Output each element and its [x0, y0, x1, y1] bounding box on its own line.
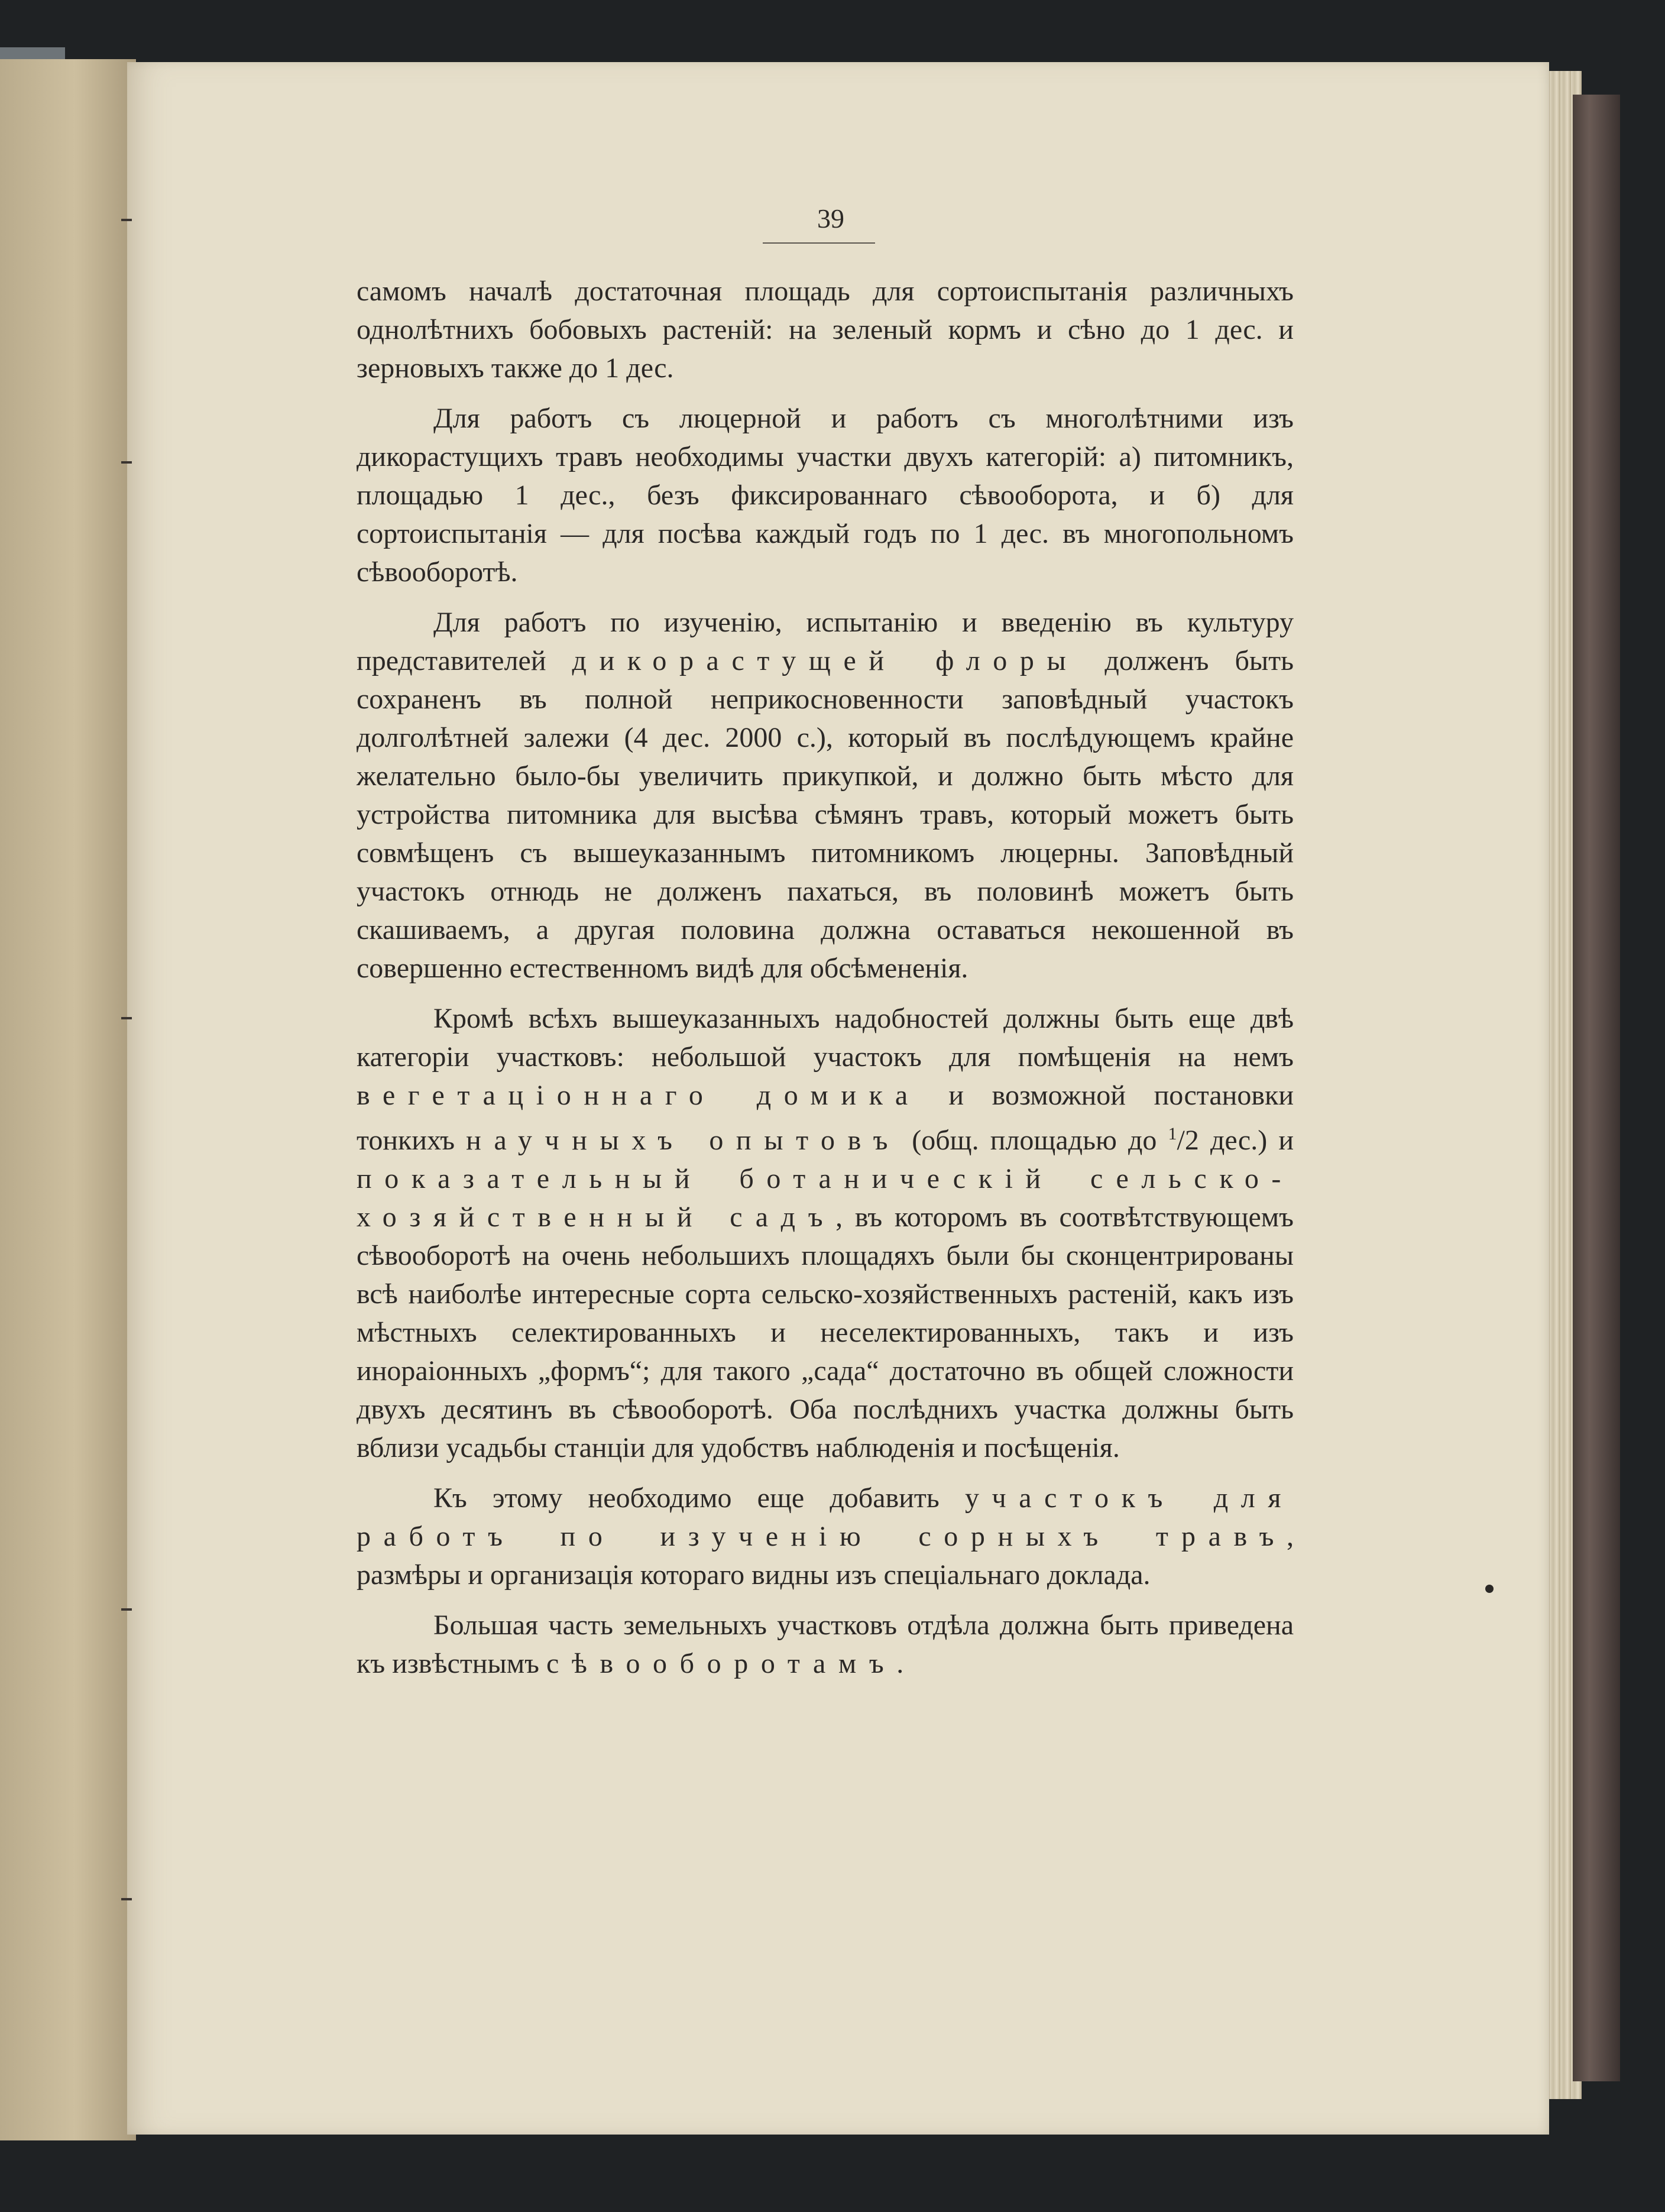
paragraph-text: долженъ быть сохраненъ въ полной неприкосновенности заповѣдный участокъ долголѣтней залежи (4 дес. 2000 с.), который въ послѣдующемъ крайне желательно было-бы увеличить прикупкой, и должно быть мѣсто для устройства питомника для высѣва сѣмянъ травъ, который можетъ быть совмѣщенъ съ вышеуказаннымъ питомникомъ люцерны. Заповѣдный участокъ отнюдь не долженъ пахаться, въ половинѣ можетъ быть скашиваемъ, а другая половина должна оставаться некошенной въ совершенно естественномъ видѣ для обсѣмененія. [357, 645, 1294, 984]
paragraph-text: . [896, 1648, 904, 1679]
paragraph-text: Большая часть земельныхъ участковъ отдѣла должна быть приведена къ извѣстнымъ [357, 1609, 1294, 1679]
fraction-numerator: 1 [1168, 1124, 1177, 1144]
paragraph-text: Для работъ съ люцерной и работъ съ многолѣтними изъ дикорастущихъ травъ необходимы участки двухъ категорій: а) питомникъ, площадью 1 дес., безъ фиксированнаго сѣвооборота, и б) для сортоиспытанія — для посѣва каждый годъ по 1 дес. въ многопольномъ сѣвооборотѣ. [357, 403, 1294, 588]
paragraph-text: самомъ началѣ достаточная площадь для сортоиспытанія различныхъ однолѣтнихъ бобовыхъ растеній: на зеленый кормъ и сѣно до 1 дес. и зерновыхъ также до 1 дес. [357, 276, 1294, 384]
body-text [357, 272, 1294, 1683]
paragraph [357, 399, 1294, 591]
page-number-rule [763, 242, 875, 244]
paragraph [357, 272, 1294, 387]
spaced-emphasis-text: сѣвооборотамъ [546, 1648, 897, 1679]
book-cover-edge [1573, 95, 1620, 2081]
paragraph-text: , размѣры и организація котораго видны изъ спеціальнаго доклада. [357, 1521, 1294, 1591]
margin-mark [121, 1017, 132, 1019]
paragraph [357, 1479, 1294, 1594]
left-page-edge [0, 59, 136, 2140]
paragraph [357, 999, 1294, 1467]
paragraph-text: Къ этому необходимо еще добавить [433, 1482, 965, 1514]
paragraph [357, 603, 1294, 987]
spaced-emphasis-text: вегетаціоннаго домика [357, 1080, 921, 1111]
paragraph-text: (общ. площадью до [900, 1125, 1168, 1156]
spaced-emphasis-text: научныхъ опытовъ [466, 1125, 901, 1156]
page-number: 39 [817, 203, 844, 234]
margin-mark [121, 461, 132, 464]
paragraph-text: Для работъ по изученію, испытанію и введенію въ культуру представителей [357, 607, 1294, 676]
margin-mark [121, 1898, 132, 1900]
spaced-emphasis-text: дикорастущей флоры [572, 645, 1079, 676]
paragraph-text: и возможной постановки тонкихъ [357, 1080, 1294, 1156]
paragraph-text: /2 дес.) и [1177, 1125, 1294, 1156]
paragraph [357, 1606, 1294, 1683]
margin-mark [121, 1608, 132, 1611]
margin-mark [121, 219, 132, 221]
spaced-emphasis-text: показательный ботаническій сельско-хозяйственный садъ [357, 1163, 1294, 1233]
paragraph-text: Кромѣ всѣхъ вышеуказанныхъ надобностей должны быть еще двѣ категоріи участковъ: небольшой участокъ для помѣщенія на немъ [357, 1003, 1294, 1073]
paragraph-text: , въ которомъ въ соотвѣтствующемъ сѣвооборотѣ на очень небольшихъ площадяхъ были бы сконцентрированы всѣ наиболѣе интересные сорта сельско-хозяйственныхъ растеній, какъ изъ мѣстныхъ селектированныхъ и неселектированныхъ, такъ и изъ инораіонныхъ „формъ“; для такого „сада“ достаточно въ общей сложности двухъ десятинъ въ сѣвооборотѣ. Оба послѣднихъ участка должны быть вблизи усадьбы станціи для удобствъ наблюденія и посѣщенія. [357, 1201, 1294, 1463]
spaced-emphasis-text: участокъ для работъ по изученію сорныхъ травъ [357, 1482, 1294, 1552]
margin-dot [1485, 1585, 1494, 1593]
